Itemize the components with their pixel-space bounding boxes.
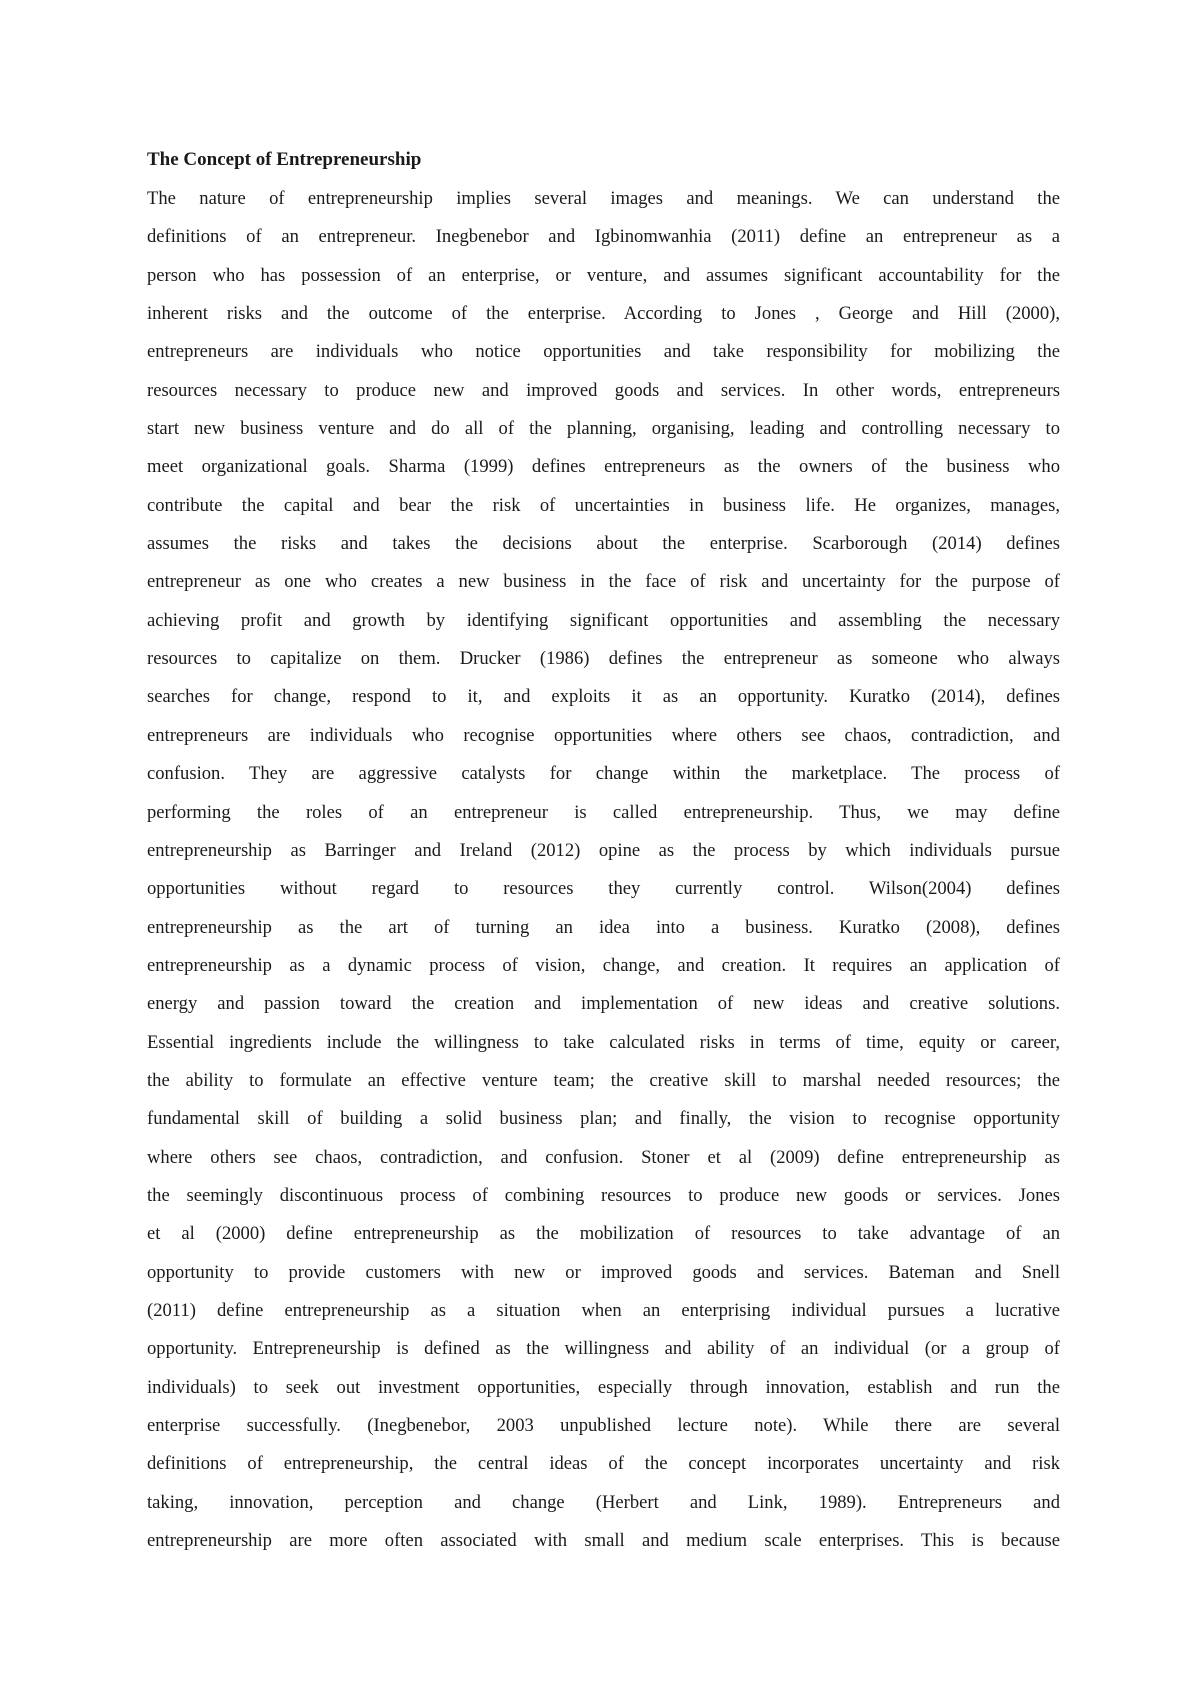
paragraph-line: person who has possession of an enterprise, or venture, and assumes significant accountability for the — [147, 264, 1060, 286]
paragraph-line: start new business venture and do all of the planning, organising, leading and controlling necessary to — [147, 418, 1060, 440]
paragraph-line: enterprise successfully. (Inegbenebor, 2003 unpublished lecture note). While there are several — [147, 1415, 1060, 1436]
paragraph-line: individuals) to seek out investment opportunities, especially through innovation, establish and run the — [147, 1376, 1060, 1398]
paragraph-line: contribute the capital and bear the risk of uncertainties in business life. He organizes, manages, — [147, 494, 1060, 516]
paragraph-line: opportunities without regard to resources they currently control. Wilson(2004) defines — [147, 878, 1060, 900]
paragraph-line: confusion. They are aggressive catalysts for change within the marketplace. The process of — [147, 763, 1060, 785]
document-page — [147, 143, 1060, 1560]
paragraph-line: entrepreneurship as a dynamic process of vision, change, and creation. It requires an application of — [147, 954, 1060, 976]
paragraph-line: inherent risks and the outcome of the enterprise. According to Jones , George and Hill (2000), — [147, 303, 1060, 325]
paragraph-line: meet organizational goals. Sharma (1999) defines entrepreneurs as the owners of the business who — [147, 456, 1060, 478]
paragraph-line: the ability to formulate an effective venture team; the creative skill to marshal needed resources; the — [147, 1069, 1060, 1091]
body-paragraph — [147, 180, 1060, 1560]
paragraph-line: searches for change, respond to it, and exploits it as an opportunity. Kuratko (2014), defines — [147, 686, 1060, 708]
paragraph-line: energy and passion toward the creation and implementation of new ideas and creative solutions. — [147, 993, 1060, 1015]
paragraph-line: where others see chaos, contradiction, and confusion. Stoner et al (2009) define entrepreneurship as — [147, 1146, 1060, 1168]
paragraph-line: fundamental skill of building a solid business plan; and finally, the vision to recognise opportunity — [147, 1108, 1060, 1130]
section-heading: The Concept of Entrepreneurship — [147, 149, 422, 170]
paragraph-line: taking, innovation, perception and change (Herbert and Link, 1989). Entrepreneurs and — [147, 1491, 1060, 1513]
paragraph-line: performing the roles of an entrepreneur is called entrepreneurship. Thus, we may define — [147, 801, 1060, 823]
paragraph-line: entrepreneurs are individuals who recognise opportunities where others see chaos, contradiction, and — [147, 724, 1060, 746]
paragraph-line: entrepreneur as one who creates a new business in the face of risk and uncertainty for the purpose of — [147, 571, 1060, 593]
paragraph-line: Essential ingredients include the willingness to take calculated risks in terms of time, equity or career, — [147, 1031, 1060, 1053]
paragraph-line: et al (2000) define entrepreneurship as the mobilization of resources to take advantage of an — [147, 1223, 1060, 1245]
paragraph-line: the seemingly discontinuous process of combining resources to produce new goods or services. Jones — [147, 1184, 1060, 1206]
paragraph-line: achieving profit and growth by identifying significant opportunities and assembling the necessary — [147, 609, 1060, 631]
paragraph-line: entrepreneurship as the art of turning an idea into a business. Kuratko (2008), defines — [147, 916, 1060, 938]
paragraph-line: entrepreneurs are individuals who notice opportunities and take responsibility for mobilizing the — [147, 341, 1060, 363]
paragraph-line: (2011) define entrepreneurship as a situation when an enterprising individual pursues a lucrative — [147, 1299, 1060, 1321]
paragraph-line: assumes the risks and takes the decisions about the enterprise. Scarborough (2014) defines — [147, 533, 1060, 555]
paragraph-line: The nature of entrepreneurship implies several images and meanings. We can understand the — [147, 188, 1060, 209]
paragraph-line: resources necessary to produce new and improved goods and services. In other words, entrepreneurs — [147, 379, 1060, 401]
paragraph-line: resources to capitalize on them. Drucker (1986) defines the entrepreneur as someone who always — [147, 648, 1060, 670]
paragraph-line: entrepreneurship as Barringer and Ireland (2012) opine as the process by which individuals pursue — [147, 839, 1060, 861]
paragraph-line: entrepreneurship are more often associated with small and medium scale enterprises. This is because — [147, 1530, 1060, 1552]
paragraph-line: definitions of an entrepreneur. Inegbenebor and Igbinomwanhia (2011) define an entrepreneur as a — [147, 226, 1060, 248]
paragraph-line: opportunity. Entrepreneurship is defined as the willingness and ability of an individual (or a group of — [147, 1338, 1060, 1360]
paragraph-line: opportunity to provide customers with new or improved goods and services. Bateman and Snell — [147, 1261, 1060, 1283]
paragraph-line: definitions of entrepreneurship, the central ideas of the concept incorporates uncertainty and risk — [147, 1453, 1060, 1475]
